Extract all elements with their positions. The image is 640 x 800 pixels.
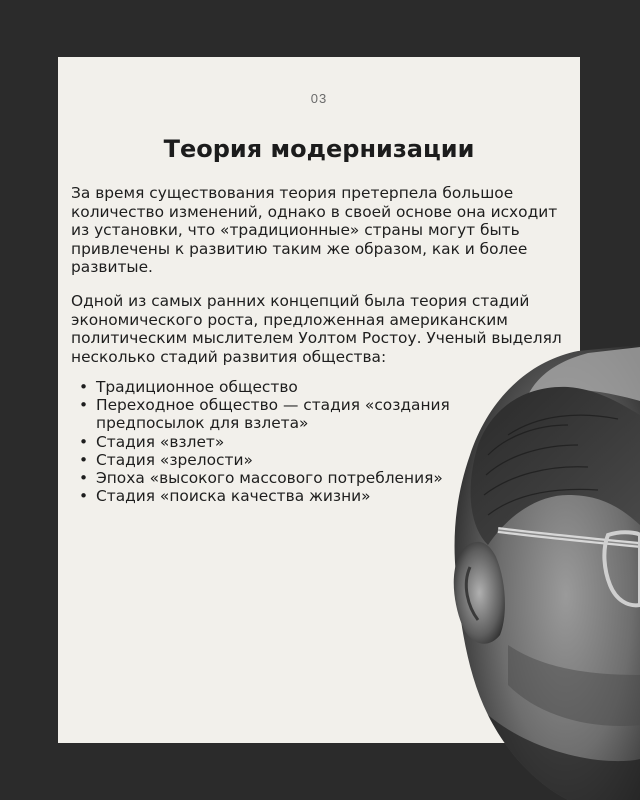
bullet-icon: • (79, 450, 89, 469)
portrait-photo (448, 345, 640, 800)
page-title: Теория модернизации (163, 135, 475, 163)
list-item: • Стадия «поиска качества жизни» (79, 487, 371, 506)
list-item: • Переходное общество — стадия «создания предпосылок для взлета» (79, 396, 450, 433)
bullet-icon: • (79, 396, 89, 415)
bullet-icon: • (79, 469, 89, 488)
list-item: • Стадия «зрелости» (79, 450, 253, 469)
page-number: 03 (310, 91, 328, 106)
paragraph-intro: За время существования теория претерпела большое количество изменений, однако в своей основе она исходит из установки, что «традиционные» страны могут быть привлечены к развитию таким же образом, как и более развитые. (71, 184, 558, 277)
bullet-icon: • (79, 378, 89, 396)
list-item: • Стадия «взлет» (79, 432, 225, 451)
list-item: • Эпоха «высокого массового потребления» (79, 469, 443, 488)
paragraph-rostow: Одной из самых ранних концепций была теория стадий экономического роста, предложенная американским политическим мыслителем Уолтом Ростоу. Ученый выделял несколько стадий развития общества: (71, 292, 562, 366)
bullet-icon: • (79, 487, 89, 506)
list-item: • Традиционное общество (79, 378, 298, 396)
bullet-icon: • (79, 432, 89, 451)
stages-list (71, 378, 491, 505)
